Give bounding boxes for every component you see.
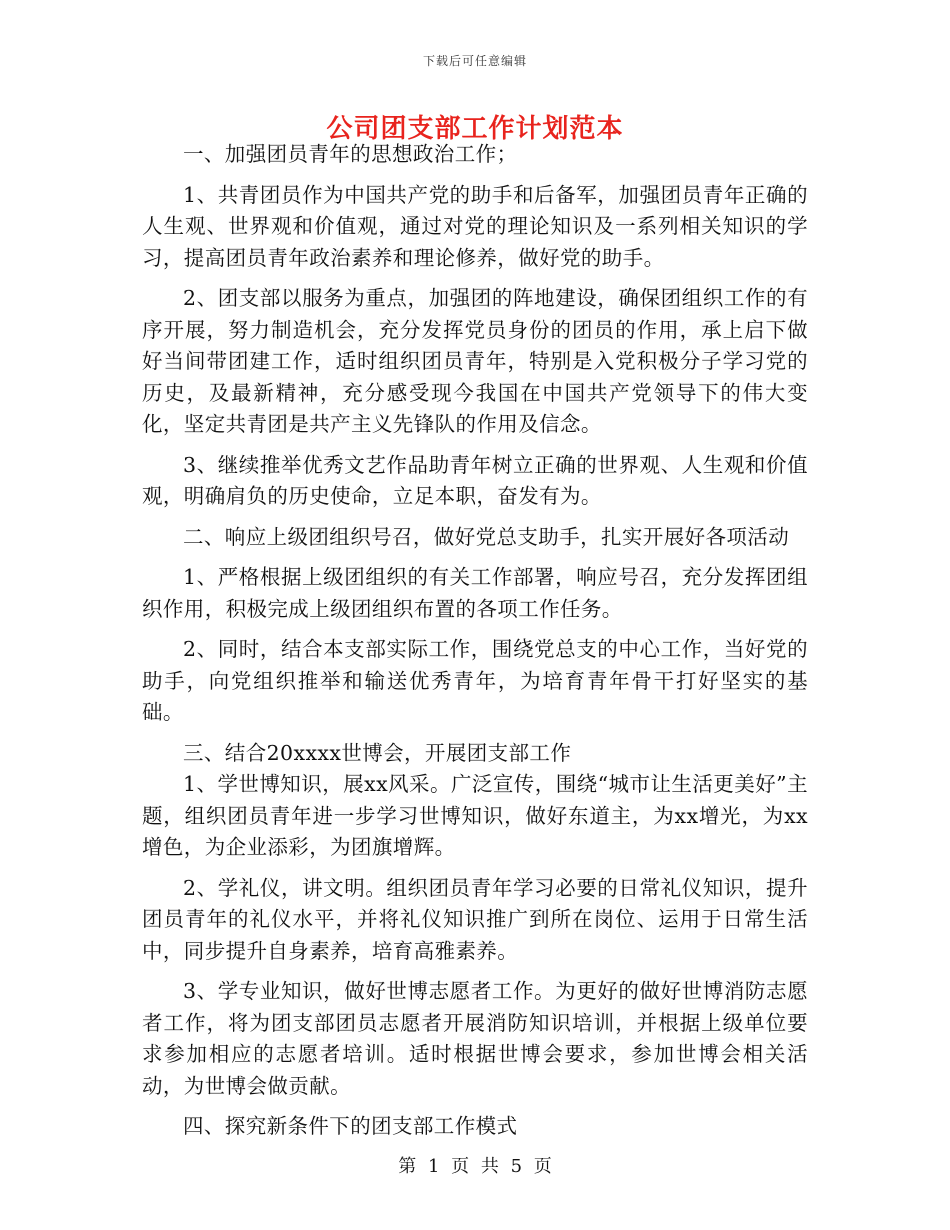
section-heading-1: 一、加强团员青年的思想政治工作； (183, 142, 518, 166)
paragraph-1-2: 2、团支部以服务为重点，加强团的阵地建设，确保团组织工作的有序开展，努力制造机会，充分发挥党员身份的团员的作用，承上启下做好当间带团建工作，适时组织团员青年，特别是入党积极分子学习党的历史，及最新精神，充分感受现今我国在中国共产党领导下的伟大变化，坚定共青团是共产主义先锋队的作用及信念。 (142, 286, 808, 436)
section-heading-4: 四、探究新条件下的团支部工作模式 (183, 1114, 518, 1138)
paragraph-3-3: 3、学专业知识，做好世博志愿者工作。为更好的做好世博消防志愿者工作，将为团支部团员志愿者开展消防知识培训，并根据上级单位要求参加相应的志愿者培训。适时根据世博会要求，参加世博会相关活动，为世博会做贡献。 (142, 979, 808, 1098)
paragraph-1-1: 1、共青团员作为中国共产党的助手和后备军，加强团员青年正确的人生观、世界观和价值观，通过对党的理论知识及一系列相关知识的学习，提高团员青年政治素养和理论修养，做好党的助手。 (142, 182, 808, 270)
paragraph-3-2: 2、学礼仪，讲文明。组织团员青年学习必要的日常礼仪知识，提升团员青年的礼仪水平，并将礼仪知识推广到所在岗位、运用于日常生活中，同步提升自身素养，培育高雅素养。 (142, 875, 808, 963)
section-heading-2: 二、响应上级团组织号召，做好党总支助手，扎实开展好各项活动 (183, 524, 790, 549)
page-number-footer: 第 1 页 共 5 页 (398, 1156, 552, 1177)
paragraph-3-1: 1、学世博知识，展xx风采。广泛宣传，围绕“城市让生活更美好”主题，组织团员青年进一步学习世博知识，做好东道主，为xx增光，为xx增色，为企业添彩，为团旗增辉。 (142, 772, 808, 859)
document-title: 公司团支部工作计划范本 (326, 114, 624, 144)
paragraph-2-1: 1、严格根据上级团组织的有关工作部署，响应号召，充分发挥团组织作用，积极完成上级团组织布置的各项工作任务。 (142, 565, 808, 621)
section-heading-3: 三、结合20xxxx世博会，开展团支部工作 (183, 740, 572, 765)
paragraph-1-3: 3、继续推举优秀文艺作品助青年树立正确的世界观、人生观和价值观，明确肩负的历史使命，立足本职，奋发有为。 (142, 452, 808, 508)
document-body (142, 136, 808, 1143)
paragraph-2-2: 2、同时，结合本支部实际工作，围绕党总支的中心工作，当好党的助手，向党组织推举和输送优秀青年，为培育青年骨干打好坚实的基础。 (142, 637, 808, 724)
header-note: 下载后可任意编辑 (422, 54, 527, 68)
